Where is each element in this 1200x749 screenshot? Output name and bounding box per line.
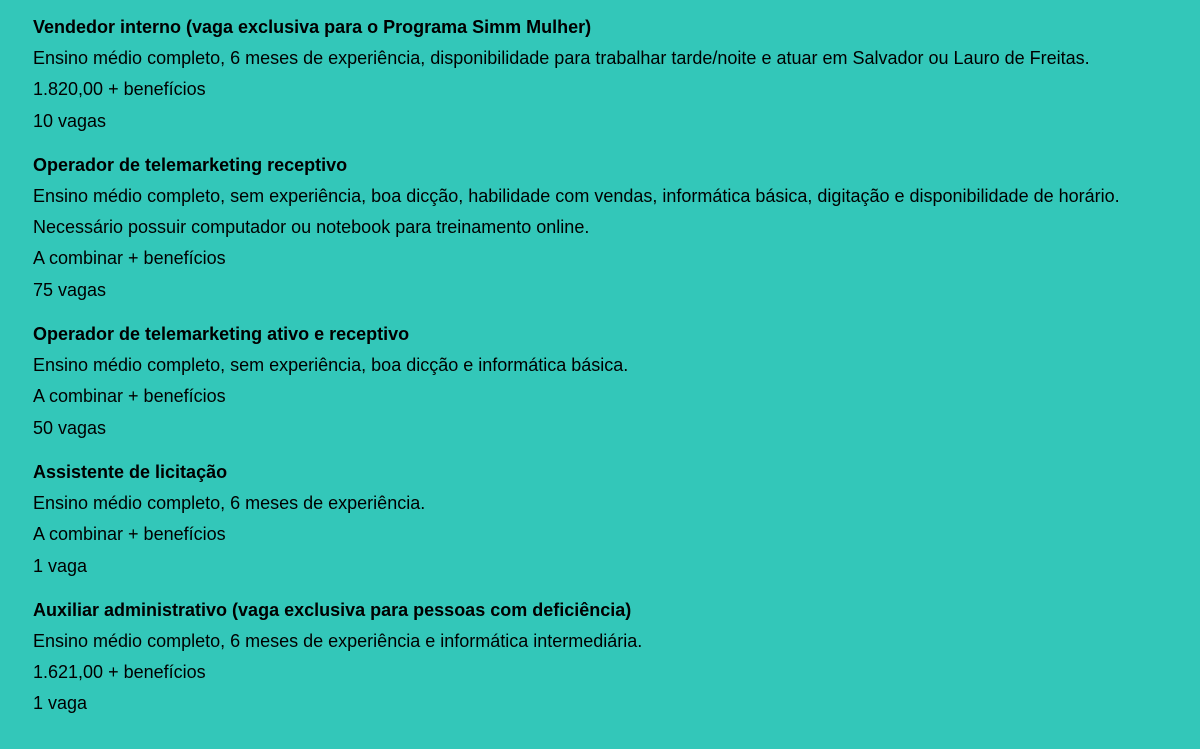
job-openings: 1 vaga [33, 693, 88, 714]
job-openings: 50 vagas [33, 417, 107, 438]
job-salary: A combinar + benefícios [33, 524, 226, 545]
job-salary: A combinar + benefícios [33, 248, 226, 269]
job-requirements: Ensino médio completo, 6 meses de experiência e informática intermediária. [33, 630, 643, 651]
job-title: Vendedor interno (vaga exclusiva para o Programa Simm Mulher) [33, 17, 592, 37]
job-requirements: Ensino médio completo, 6 meses de experiência, disponibilidade para trabalhar tarde/noite e atuar em Salvador ou Lauro de Freitas. [33, 48, 1090, 68]
job-salary: 1.820,00 + benefícios [33, 79, 206, 100]
job-title: Operador de telemarketing receptivo [33, 154, 348, 175]
job-salary: A combinar + benefícios [33, 386, 226, 407]
job-requirements: Ensino médio completo, 6 meses de experiência. [33, 492, 426, 513]
job-listing-auxiliar-administrativo [33, 595, 1200, 720]
job-requirements: Ensino médio completo, sem experiência, boa dicção e informática básica. [33, 355, 629, 376]
job-requirements-note: Necessário possuir computador ou notebook para treinamento online. [33, 217, 590, 238]
job-openings: 10 vagas [33, 110, 107, 131]
job-listing-telemarketing-ativo-receptivo [33, 319, 1200, 444]
job-listing-assistente-licitacao [33, 457, 1200, 582]
job-openings: 75 vagas [33, 279, 107, 300]
job-title: Assistente de licitação [33, 461, 228, 482]
job-requirements: Ensino médio completo, sem experiência, boa dicção, habilidade com vendas, informática básica, digitação e disponibilidade de horário. [33, 185, 1120, 206]
job-title: Operador de telemarketing ativo e receptivo [33, 324, 410, 345]
job-title: Auxiliar administrativo (vaga exclusiva para pessoas com deficiência) [33, 599, 632, 620]
job-listing-vendedor-interno [33, 12, 1200, 137]
job-salary: 1.621,00 + benefícios [33, 662, 206, 683]
job-listing-telemarketing-receptivo [33, 150, 1200, 306]
job-openings: 1 vaga [33, 555, 88, 576]
